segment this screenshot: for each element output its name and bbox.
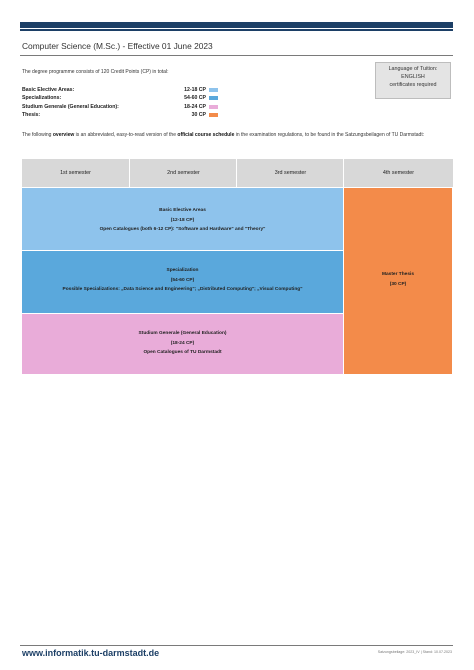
overview-text-3: in the examination regulations, to be found in the Satzungsbeilagen of TU Darmstadt: xyxy=(234,132,425,138)
footer-meta: Satzungsbeilage: 2023_IV | Stand: 10.07.2023 xyxy=(377,650,452,654)
cp-row-label: Specializations: xyxy=(22,95,62,102)
overview-bold-1: overview xyxy=(52,132,75,138)
top-brand-bar xyxy=(20,22,453,28)
cp-row-value: 54-60 CP xyxy=(184,95,206,102)
color-swatch xyxy=(209,105,218,109)
footer-url-link[interactable]: www.informatik.tu-darmstadt.de xyxy=(22,648,160,658)
semester-header-3 xyxy=(236,159,344,187)
cp-row-label: Basic Elective Areas: xyxy=(22,87,75,93)
block-basic-elective xyxy=(22,188,343,250)
block-detail: Open Catalogues of TU Darmstadt xyxy=(143,350,222,355)
color-swatch xyxy=(209,113,218,117)
block-title: Studium Generale (General Education) xyxy=(138,331,227,336)
semester-header-1 xyxy=(22,159,129,187)
semester-label: 4th semester xyxy=(382,170,415,176)
block-cp: (54-60 CP) xyxy=(170,277,195,283)
block-specialization xyxy=(22,251,343,313)
intro-text: The degree programme consists of 120 Credit Points (CP) in total: xyxy=(22,69,169,75)
cp-row-label: Thesis: xyxy=(22,111,41,118)
block-cp: (18-24 CP) xyxy=(170,340,195,346)
semester-header-2 xyxy=(129,159,237,187)
semester-label: 3rd semester xyxy=(274,170,307,176)
semester-label: 2nd semester xyxy=(167,170,200,176)
title-divider xyxy=(20,55,453,56)
color-swatch xyxy=(209,88,218,92)
block-master-thesis xyxy=(344,188,452,374)
cp-row-specializations xyxy=(22,94,220,102)
language-note: certificates required xyxy=(389,82,437,88)
cp-row-studium xyxy=(22,103,220,111)
cp-row-value: 18-24 CP xyxy=(184,103,206,110)
overview-text-1: The following xyxy=(22,132,53,138)
block-studium-generale xyxy=(22,314,343,374)
overview-paragraph xyxy=(22,132,452,139)
language-of-tuition-box xyxy=(375,62,451,99)
cp-row-basic xyxy=(22,86,220,94)
credit-points-table xyxy=(22,86,220,119)
page-title: Computer Science (M.Sc.) - Effective 01 June 2023 xyxy=(22,41,213,51)
block-cp: (12-18 CP) xyxy=(170,217,195,223)
overview-bold-2: official course schedule xyxy=(177,132,235,138)
cp-row-label: Studium Generale (General Education): xyxy=(22,103,119,110)
cp-row-value: 12-18 CP xyxy=(184,87,206,93)
semester-header-4 xyxy=(343,159,453,187)
color-swatch xyxy=(209,96,218,100)
overview-text-2: is an abbreviated, easy-to-read version of the xyxy=(74,132,178,138)
block-detail: Possible Specializations: „Data Science and Engineering"; „Distributed Computing"; „Visual Computing" xyxy=(62,287,303,292)
block-title: Basic Elective Areas xyxy=(159,208,206,213)
cp-row-value: 30 CP xyxy=(191,111,206,118)
block-title: Master Thesis xyxy=(382,272,414,277)
language-value: ENGLISH xyxy=(401,74,425,80)
language-label: Language of Tuition: xyxy=(388,66,438,72)
top-brand-bar-thin xyxy=(20,29,453,31)
block-detail: Open Catalogues (both 6-12 CP): "Software and Hardware" and "Theory" xyxy=(99,227,266,232)
cp-row-thesis xyxy=(22,111,220,119)
footer-divider xyxy=(20,645,453,646)
block-cp: (30 CP) xyxy=(389,281,407,287)
block-title: Specialization xyxy=(166,268,199,273)
semester-label: 1st semester xyxy=(60,170,91,176)
